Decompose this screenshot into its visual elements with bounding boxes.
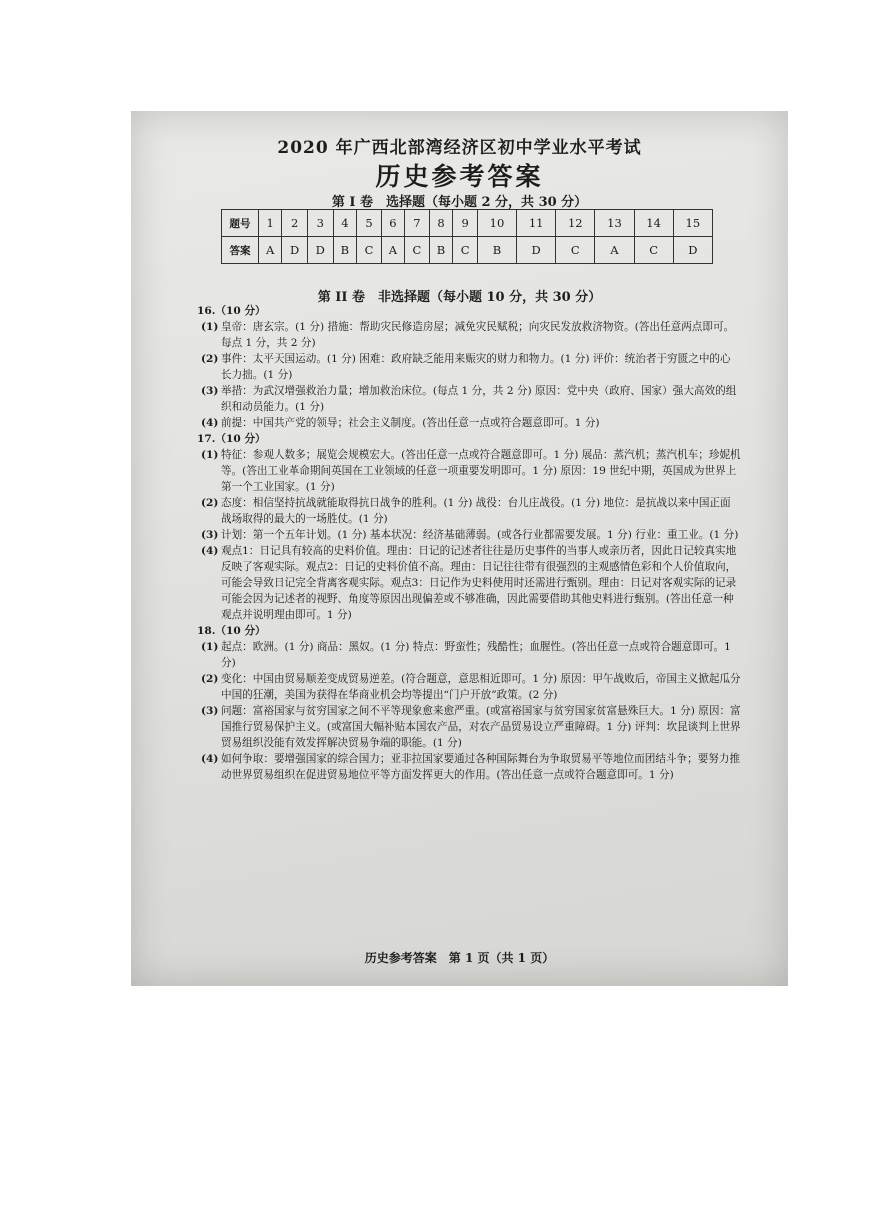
question-number-cell: 9 [453, 210, 478, 237]
multiple-choice-answer-table [221, 209, 713, 264]
question-number-cell: 2 [282, 210, 308, 237]
question-number-cell: 5 [357, 210, 382, 237]
answer-cell: C [405, 237, 430, 264]
answer-item [201, 447, 741, 495]
answer-item-number: (2) [201, 673, 219, 685]
answer-item-number: (1) [201, 321, 219, 333]
answer-item [201, 751, 741, 783]
row-label-number: 题号 [222, 210, 259, 237]
answer-item [201, 495, 741, 527]
question-number-cell: 1 [259, 210, 282, 237]
question-number-cell: 12 [556, 210, 595, 237]
question-number-cell: 14 [634, 210, 673, 237]
answer-item [201, 543, 741, 623]
answer-cell: A [595, 237, 634, 264]
answer-item [201, 671, 741, 703]
question-number-cell: 3 [307, 210, 333, 237]
question-heading: 16.（10 分） [197, 305, 266, 317]
answer-item-number: (4) [201, 417, 219, 429]
answer-item-number: (1) [201, 449, 219, 461]
answer-item-number: (2) [201, 497, 219, 509]
answer-item-text: 态度：相信坚持抗战就能取得抗日战争的胜利。(1 分) 战役：台儿庄战役。(1 分) 地位：是抗战以来中国正面战场取得的最大的一场胜仗。(1 分) [221, 497, 731, 525]
answer-cell: C [634, 237, 673, 264]
scanned-answer-sheet [131, 111, 788, 986]
document-title: 历史参考答案 [375, 162, 544, 191]
answer-item-text: 如何争取：要增强国家的综合国力；亚非拉国家要通过各种国际舞台为争取贸易平等地位而团结斗争；要努力推动世界贸易组织在促进贸易地位平等方面发挥更大的作用。(答出任意一点或符合题意即可。1 分) [221, 753, 741, 781]
answer-item [201, 703, 741, 751]
answer-item-text: 前提：中国共产党的领导；社会主义制度。(答出任意一点或符合题意即可。1 分) [221, 417, 600, 429]
answer-item-number: (4) [201, 545, 219, 557]
answer-cell: B [477, 237, 516, 264]
answer-cell: A [259, 237, 282, 264]
question-number-cell: 7 [405, 210, 430, 237]
answer-item-number: (2) [201, 353, 219, 365]
answer-item-number: (3) [201, 385, 219, 397]
answer-cell: D [282, 237, 308, 264]
answer-cell: C [453, 237, 478, 264]
answer-item-text: 皇帝：唐玄宗。(1 分) 措施：帮助灾民修造房屋；减免灾民赋税；向灾民发放救济物资。(答出任意两点即可。每点 1 分，共 2 分) [221, 321, 735, 349]
answer-item [201, 415, 741, 431]
answer-row [222, 237, 713, 264]
page-footer: 历史参考答案 第 1 页（共 1 页） [364, 951, 555, 965]
question-number-cell: 4 [333, 210, 357, 237]
exam-title: 2020 年广西北部湾经济区初中学业水平考试 [277, 138, 642, 158]
answer-item-text: 特征：参观人数多；展览会规模宏大。(答出任意一点或符合题意即可。1 分) 展品：蒸汽机；蒸汽机车；珍妮机等。(答出工业革命期间英国在工业领域的任意一项重要发明即可。1 分) 原因：19 世纪中期，英国成为世界上第一个工业国家。(1 分) [221, 449, 741, 493]
section-1-heading: 第 I 卷 选择题（每小题 2 分，共 30 分） [331, 195, 588, 210]
answer-item [201, 319, 741, 351]
answer-cell: A [381, 237, 404, 264]
answer-body [197, 303, 741, 783]
question-number-row [222, 210, 713, 237]
question-number-cell: 11 [517, 210, 556, 237]
question-number-cell: 15 [673, 210, 712, 237]
answer-cell: D [673, 237, 712, 264]
answer-item-text: 计划：第一个五年计划。(1 分) 基本状况：经济基础薄弱。(或各行业都需要发展。1 分) 行业：重工业。(1 分) [221, 529, 739, 541]
answer-cell: C [357, 237, 382, 264]
answer-cell: B [333, 237, 357, 264]
answer-item-text: 变化：中国由贸易顺差变成贸易逆差。(符合题意，意思相近即可。1 分) 原因：甲午战败后，帝国主义掀起瓜分中国的狂潮，美国为获得在华商业机会均等提出“门户开放”政策。(2 分) [221, 673, 741, 701]
question-number-cell: 13 [595, 210, 634, 237]
answer-item-text: 举措：为武汉增强救治力量；增加救治床位。(每点 1 分，共 2 分) 原因：党中央（政府、国家）强大高效的组织和动员能力。(1 分) [221, 385, 737, 413]
answer-item-number: (3) [201, 529, 219, 541]
answer-cell: B [429, 237, 453, 264]
answer-item-text: 观点1：日记具有较高的史料价值。理由：日记的记述者往往是历史事件的当事人或亲历者，因此日记较真实地反映了客观实际。观点2：日记的史料价值不高。理由：日记往往带有很强烈的主观感情色彩和个人价值取向，可能会导致日记完全背离客观实际。观点3：日记作为史料使用时还需进行甄别。理由：日记对客观实际的记录可能会因为记述者的视野、角度等原因出现偏差或不够准确，因此需要借助其他史料进行甄别。(答出任意一种观点并说明理由即可。1 分) [221, 545, 737, 621]
answer-item-text: 事件：太平天国运动。(1 分) 困难：政府缺乏能用来赈灾的财力和物力。(1 分) 评价：统治者于穷匮之中的心长力拙。(1 分) [221, 353, 731, 381]
answer-item [201, 383, 741, 415]
answer-item-text: 问题：富裕国家与贫穷国家之间不平等现象愈来愈严重。(或富裕国家与贫穷国家贫富悬殊巨大。1 分) 原因：富国推行贸易保护主义。(或富国大幅补贴本国农产品，对农产品贸易设立严重障碍。1 分) 评判：坎昆谈判上世界贸易组织没能有效发挥解决贸易争端的职能。(1 分) [221, 705, 741, 749]
question-number-cell: 6 [381, 210, 404, 237]
answer-cell: D [307, 237, 333, 264]
section-2-heading: 第 II 卷 非选择题（每小题 10 分，共 30 分） [317, 290, 602, 305]
answer-item-number: (4) [201, 753, 219, 765]
answer-item [201, 351, 741, 383]
question-number-cell: 10 [477, 210, 516, 237]
question-heading: 17.（10 分） [197, 433, 266, 445]
answer-item-number: (1) [201, 641, 219, 653]
answer-item-text: 起点：欧洲。(1 分) 商品：黑奴。(1 分) 特点：野蛮性；残酷性；血腥性。(答出任意一点或符合题意即可。1 分) [221, 641, 731, 669]
question-heading: 18.（10 分） [197, 625, 266, 637]
row-label-answer: 答案 [222, 237, 259, 264]
answer-cell: C [556, 237, 595, 264]
answer-item [201, 527, 741, 543]
question-number-cell: 8 [429, 210, 453, 237]
answer-item-number: (3) [201, 705, 219, 717]
answer-cell: D [517, 237, 556, 264]
answer-item [201, 639, 741, 671]
